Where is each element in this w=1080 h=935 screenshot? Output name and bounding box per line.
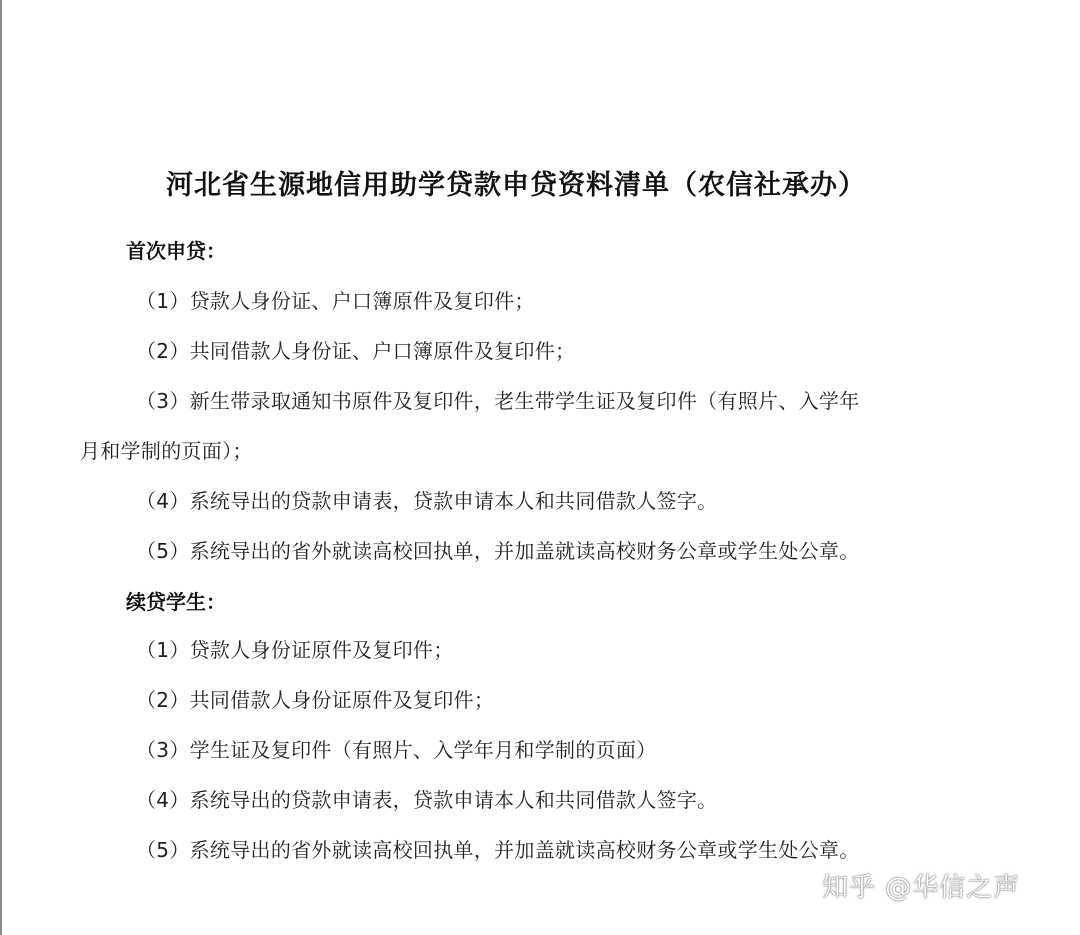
list-item: （4）系统导出的贷款申请表，贷款申请本人和共同借款人签字。 bbox=[136, 788, 718, 812]
list-item: （2）共同借款人身份证原件及复印件； bbox=[136, 688, 495, 712]
section-heading-first-application: 首次申贷： bbox=[126, 239, 226, 263]
list-item: （4）系统导出的贷款申请表，贷款申请本人和共同借款人签字。 bbox=[136, 489, 718, 513]
list-item: （1）贷款人身份证、户口簿原件及复印件； bbox=[136, 289, 535, 313]
watermark: 知乎 @华信之声 bbox=[822, 873, 1021, 903]
list-item: （1）贷款人身份证原件及复印件； bbox=[136, 638, 454, 662]
page-edge-divider bbox=[0, 0, 2, 935]
document-title: 河北省生源地信用助学贷款申贷资料清单（农信社承办） bbox=[166, 170, 866, 201]
list-item: （3）学生证及复印件（有照片、入学年月和学制的页面） bbox=[136, 738, 657, 762]
list-item: （5）系统导出的省外就读高校回执单，并加盖就读高校财务公章或学生处公章。 bbox=[136, 539, 860, 563]
list-item: （5）系统导出的省外就读高校回执单，并加盖就读高校财务公章或学生处公章。 bbox=[136, 838, 860, 862]
list-item-continuation: 月和学制的页面）； bbox=[80, 439, 253, 463]
list-item: （2）共同借款人身份证、户口簿原件及复印件； bbox=[136, 339, 576, 363]
section-heading-renewal: 续贷学生： bbox=[126, 590, 226, 614]
list-item: （3）新生带录取通知书原件及复印件，老生带学生证及复印件（有照片、入学年 bbox=[136, 389, 860, 413]
